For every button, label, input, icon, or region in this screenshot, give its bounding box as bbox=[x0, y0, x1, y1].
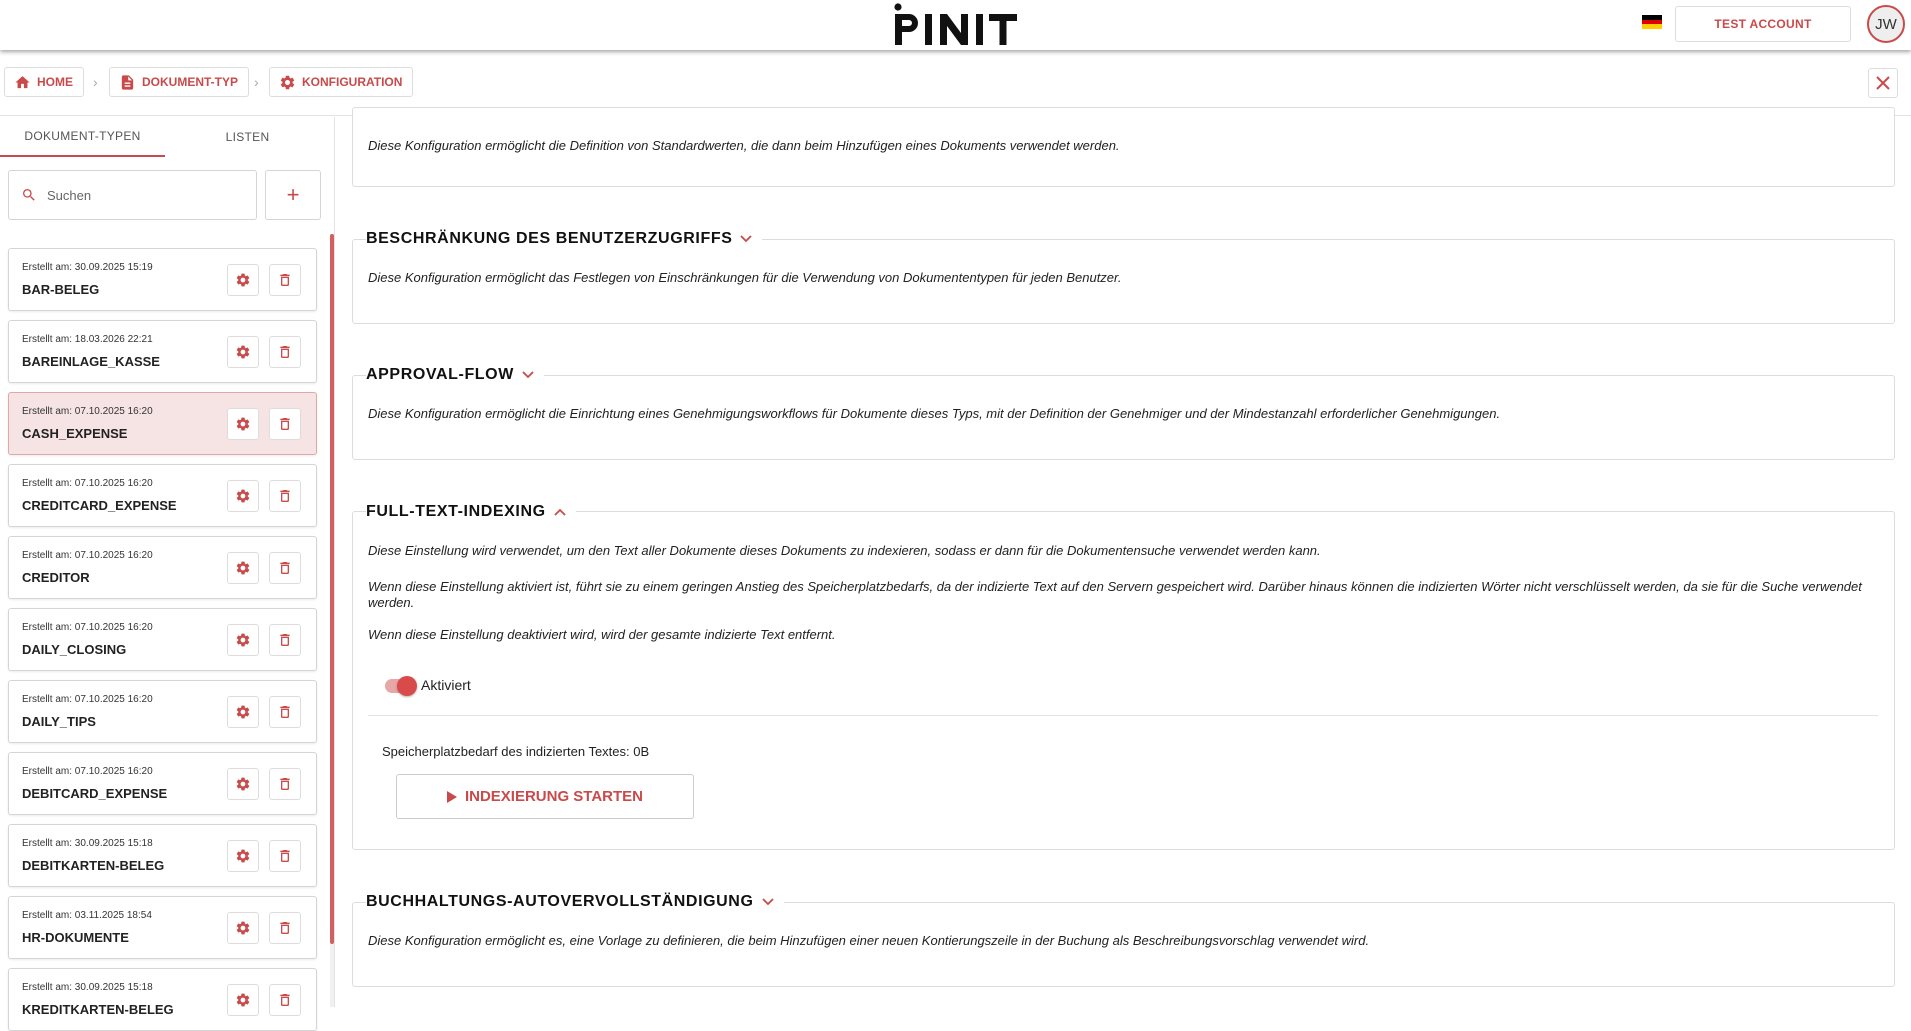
section-description: Diese Konfiguration ermöglicht das Festlegen von Einschränkungen für die Verwendung von Dokumententypen für jeden Benutzer. bbox=[368, 270, 1122, 285]
breadcrumb-home-label: HOME bbox=[37, 75, 73, 89]
chevron-up-icon bbox=[554, 508, 566, 516]
search-input[interactable] bbox=[8, 170, 257, 220]
search-icon bbox=[21, 187, 37, 203]
list-item[interactable] bbox=[8, 320, 317, 383]
pinit-logo[interactable] bbox=[892, 2, 1022, 48]
home-icon bbox=[14, 74, 31, 91]
section-title: FULL-TEXT-INDEXING bbox=[366, 503, 546, 520]
delete-button[interactable] bbox=[269, 408, 301, 440]
trash-icon bbox=[277, 920, 293, 936]
list-item-date: Erstellt am: 07.10.2025 16:20 bbox=[22, 406, 153, 417]
section-full-text-indexing bbox=[352, 511, 1895, 850]
section-header-approval-flow[interactable] bbox=[366, 365, 544, 385]
start-indexing-button[interactable] bbox=[396, 774, 694, 819]
chevron-right-icon: › bbox=[93, 74, 98, 90]
settings-button[interactable] bbox=[227, 840, 259, 872]
list-item-name: DAILY_TIPS bbox=[22, 714, 96, 729]
gear-icon bbox=[235, 488, 251, 504]
toggle-knob bbox=[397, 676, 417, 696]
list-item-date: Erstellt am: 03.11.2025 18:54 bbox=[22, 910, 152, 921]
section-description: Wenn diese Einstellung deaktiviert wird, wird der gesamte indizierte Text entfernt. bbox=[368, 627, 836, 642]
section-header-full-text-indexing[interactable] bbox=[366, 502, 576, 522]
trash-icon bbox=[277, 632, 293, 648]
list-item-name: CREDITCARD_EXPENSE bbox=[22, 498, 177, 513]
section-user-access bbox=[352, 239, 1895, 324]
list-item-date: Erstellt am: 07.10.2025 16:20 bbox=[22, 766, 153, 777]
add-document-type-button[interactable] bbox=[265, 170, 321, 220]
section-header-user-access[interactable] bbox=[366, 229, 762, 249]
breadcrumb-konfiguration-label: KONFIGURATION bbox=[302, 75, 403, 89]
chevron-down-icon bbox=[740, 235, 752, 243]
list-item[interactable] bbox=[8, 392, 317, 455]
list-item[interactable] bbox=[8, 824, 317, 887]
section-title: BESCHRÄNKUNG DES BENUTZERZUGRIFFS bbox=[366, 230, 733, 247]
settings-button[interactable] bbox=[227, 768, 259, 800]
gear-icon bbox=[235, 704, 251, 720]
delete-button[interactable] bbox=[269, 840, 301, 872]
list-item-name: BAREINLAGE_KASSE bbox=[22, 354, 160, 369]
trash-icon bbox=[277, 992, 293, 1008]
list-item[interactable] bbox=[8, 536, 317, 599]
play-icon bbox=[447, 791, 457, 803]
tab-dokument-typen[interactable]: DOKUMENT-TYPEN bbox=[0, 117, 165, 157]
list-item[interactable] bbox=[8, 968, 317, 1031]
document-icon bbox=[119, 74, 136, 91]
list-item-date: Erstellt am: 30.09.2025 15:18 bbox=[22, 838, 153, 849]
sidebar bbox=[0, 117, 335, 1017]
list-item-name: CASH_EXPENSE bbox=[22, 426, 128, 441]
gear-icon bbox=[235, 344, 251, 360]
storage-info: Speicherplatzbedarf des indizierten Textes: 0B bbox=[382, 744, 650, 759]
settings-button[interactable] bbox=[227, 408, 259, 440]
section-description: Diese Konfiguration ermöglicht die Definition von Standardwerten, die dann beim Hinzufügen eines Dokuments verwendet werden. bbox=[368, 138, 1120, 153]
trash-icon bbox=[277, 704, 293, 720]
close-icon bbox=[1876, 76, 1890, 90]
top-bar bbox=[0, 0, 1911, 50]
breadcrumb-konfiguration[interactable] bbox=[269, 67, 413, 97]
main-content bbox=[336, 117, 1911, 1007]
gear-icon bbox=[235, 992, 251, 1008]
plus-icon: + bbox=[286, 182, 300, 207]
settings-button[interactable] bbox=[227, 624, 259, 656]
list-item-date: Erstellt am: 30.09.2025 15:19 bbox=[22, 262, 153, 273]
settings-button[interactable] bbox=[227, 552, 259, 584]
gear-icon bbox=[235, 920, 251, 936]
list-item[interactable] bbox=[8, 680, 317, 743]
gear-icon bbox=[235, 776, 251, 792]
section-approval-flow bbox=[352, 375, 1895, 460]
delete-button[interactable] bbox=[269, 480, 301, 512]
gear-icon bbox=[235, 848, 251, 864]
gear-icon bbox=[279, 74, 296, 91]
list-item-name: KREDITKARTEN-BELEG bbox=[22, 1002, 174, 1017]
delete-button[interactable] bbox=[269, 912, 301, 944]
start-indexing-label: INDEXIERUNG STARTEN bbox=[464, 788, 644, 805]
section-standardwerte bbox=[352, 107, 1895, 187]
toggle-label: Aktiviert bbox=[421, 677, 471, 693]
list-item-date: Erstellt am: 07.10.2025 16:20 bbox=[22, 550, 153, 561]
gear-icon bbox=[235, 272, 251, 288]
settings-button[interactable] bbox=[227, 336, 259, 368]
delete-button[interactable] bbox=[269, 984, 301, 1016]
search-placeholder: Suchen bbox=[47, 187, 92, 203]
list-item-name: DEBITCARD_EXPENSE bbox=[22, 786, 168, 801]
list-item-date: Erstellt am: 07.10.2025 16:20 bbox=[22, 478, 153, 489]
divider bbox=[368, 715, 1878, 716]
section-description: Diese Konfiguration ermöglicht es, eine Vorlage zu definieren, die beim Hinzufügen einer neuen Kontierungszeile in der Buchung als Beschreibungsvorschlag verwendet wird. bbox=[368, 933, 1370, 948]
breadcrumb-dokument-typ-label: DOKUMENT-TYP bbox=[142, 75, 238, 89]
delete-button[interactable] bbox=[269, 552, 301, 584]
breadcrumb-home[interactable] bbox=[4, 67, 84, 97]
tab-listen[interactable]: LISTEN bbox=[225, 130, 270, 144]
list-item[interactable] bbox=[8, 464, 317, 527]
trash-icon bbox=[277, 560, 293, 576]
delete-button[interactable] bbox=[269, 624, 301, 656]
list-item-name: CREDITOR bbox=[22, 570, 90, 585]
list-item-name: DAILY_CLOSING bbox=[22, 642, 127, 657]
delete-button[interactable] bbox=[269, 336, 301, 368]
chevron-right-icon: › bbox=[254, 74, 259, 90]
section-title: BUCHHALTUNGS-AUTOVERVOLLSTÄNDIGUNG bbox=[366, 893, 754, 910]
settings-button[interactable] bbox=[227, 264, 259, 296]
trash-icon bbox=[277, 344, 293, 360]
list-item-date: Erstellt am: 18.03.2026 22:21 bbox=[22, 334, 153, 345]
chevron-down-icon bbox=[762, 898, 774, 906]
delete-button[interactable] bbox=[269, 264, 301, 296]
section-description: Wenn diese Einstellung aktiviert ist, führt sie zu einem geringen Anstieg des Speicherplatzbedarfs, da der indizierte Text auf den Servern gespeichert wird. Darüber hinaus können die indizierten Wörter nicht verschlüsselt werden, da sie für die Suche verwendet werden. bbox=[368, 579, 1862, 610]
indexing-toggle[interactable] bbox=[385, 679, 415, 693]
trash-icon bbox=[277, 416, 293, 432]
sidebar-scrollbar-thumb[interactable] bbox=[330, 234, 334, 944]
account-button[interactable]: TEST ACCOUNT bbox=[1675, 6, 1851, 42]
list-item-date: Erstellt am: 30.09.2025 15:18 bbox=[22, 982, 153, 993]
trash-icon bbox=[277, 272, 293, 288]
section-title: APPROVAL-FLOW bbox=[366, 366, 514, 383]
list-item-date: Erstellt am: 07.10.2025 16:20 bbox=[22, 622, 153, 633]
list-item[interactable] bbox=[8, 896, 317, 959]
section-accounting-autocomplete bbox=[352, 902, 1895, 987]
trash-icon bbox=[277, 776, 293, 792]
settings-button[interactable] bbox=[227, 480, 259, 512]
list-item-date: Erstellt am: 07.10.2025 16:20 bbox=[22, 694, 153, 705]
list-item-name: BAR-BELEG bbox=[22, 282, 100, 297]
list-item[interactable] bbox=[8, 752, 317, 815]
gear-icon bbox=[235, 416, 251, 432]
breadcrumb-dokument-typ[interactable] bbox=[109, 67, 249, 97]
de-flag-icon[interactable] bbox=[1642, 15, 1662, 29]
avatar[interactable]: JW bbox=[1867, 5, 1905, 43]
settings-button[interactable] bbox=[227, 696, 259, 728]
trash-icon bbox=[277, 848, 293, 864]
list-item-name: HR-DOKUMENTE bbox=[22, 930, 129, 945]
section-header-accounting-autocomplete[interactable] bbox=[366, 892, 784, 912]
settings-button[interactable] bbox=[227, 912, 259, 944]
settings-button[interactable] bbox=[227, 984, 259, 1016]
section-description: Diese Konfiguration ermöglicht die Einrichtung eines Genehmigungsworkflows für Dokumente dieses Typs, mit der Definition der Genehmiger und der Mindestanzahl erforderlicher Genehmigungen. bbox=[368, 406, 1501, 421]
chevron-down-icon bbox=[522, 371, 534, 379]
gear-icon bbox=[235, 632, 251, 648]
list-item[interactable] bbox=[8, 608, 317, 671]
delete-button[interactable] bbox=[269, 768, 301, 800]
list-item[interactable] bbox=[8, 248, 317, 311]
delete-button[interactable] bbox=[269, 696, 301, 728]
section-description: Diese Einstellung wird verwendet, um den Text aller Dokumente dieses Dokuments zu indexieren, sodass er dann für die Dokumentensuche verwendet werden kann. bbox=[368, 543, 1321, 558]
sidebar-tabs bbox=[0, 117, 334, 157]
gear-icon bbox=[235, 560, 251, 576]
trash-icon bbox=[277, 488, 293, 504]
close-button[interactable] bbox=[1868, 68, 1898, 98]
list-item-name: DEBITKARTEN-BELEG bbox=[22, 858, 165, 873]
